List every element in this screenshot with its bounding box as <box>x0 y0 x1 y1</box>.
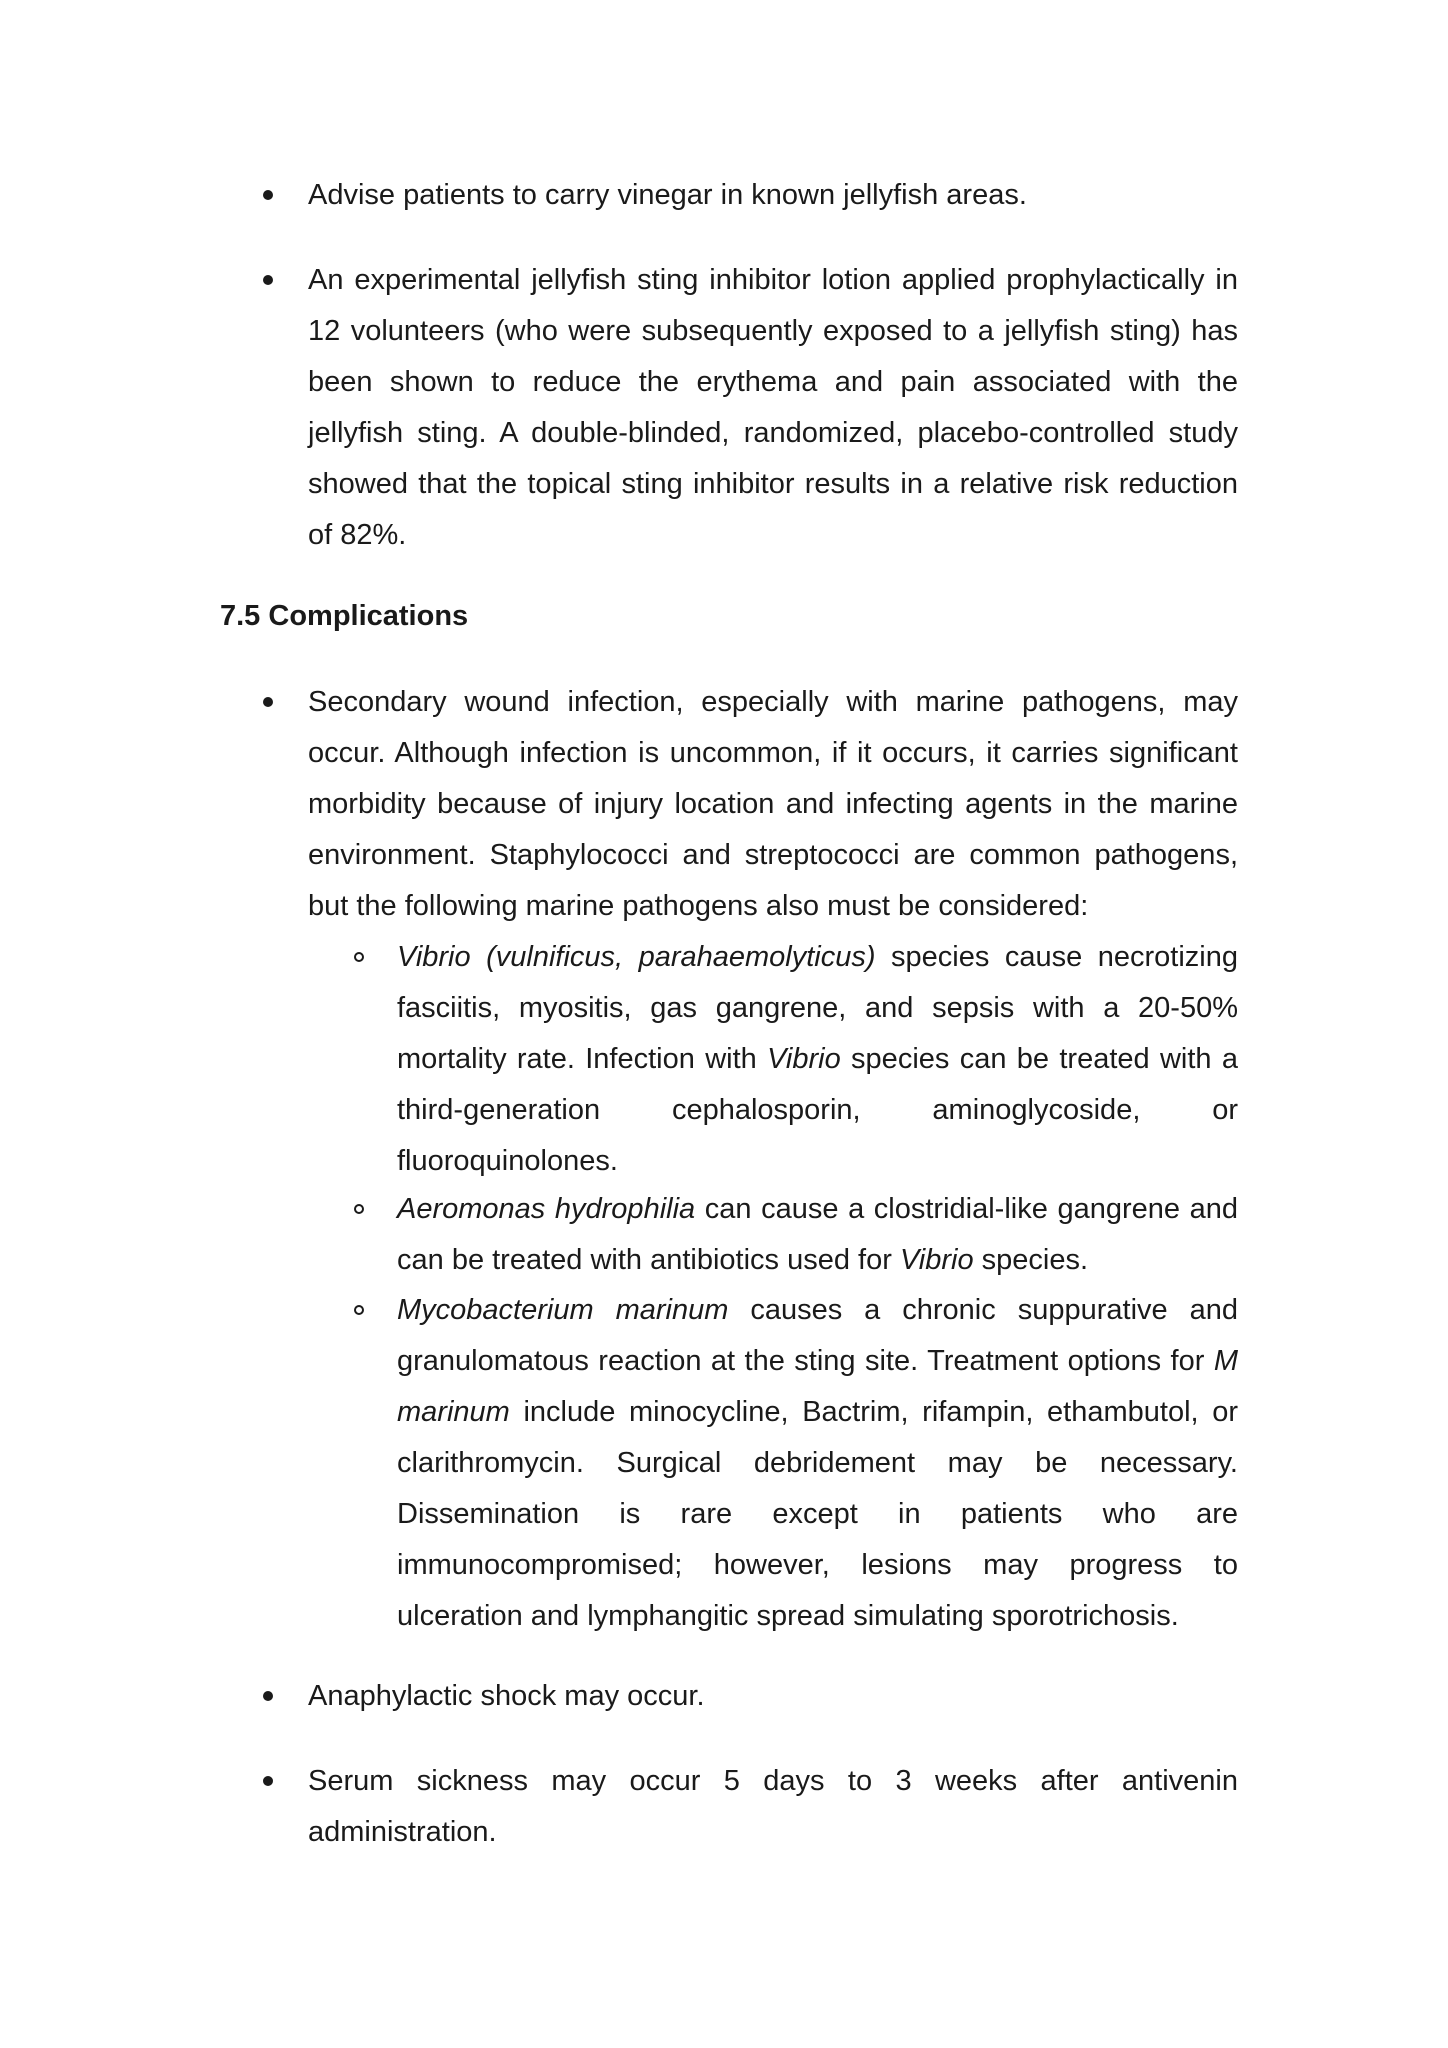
aeromonas-description-1: can cause a clostridial-like gangrene and can be treated with antibiotics used for <box>397 1193 1238 1276</box>
bullet-wound-infection: Secondary wound infection, especially with marine pathogens, may occur. Although infection is uncommon, if it occurs, it carries significant morbidity because of injury location and infecting agents in the marine environment. Staphylococci and streptococci are common pathogens, but the following marine pathogens also must be considered: <box>308 686 1238 922</box>
aeromonas-italic-ref: Vibrio <box>899 1244 974 1276</box>
bullet-marker <box>263 190 273 200</box>
bullet-sting-inhibitor: An experimental jellyfish sting inhibitor lotion applied prophylactically in 12 volunteers (who were subsequently exposed to a jellyfish sting) has been shown to reduce the erythema and pain associated with the jellyfish sting. A double-blinded, randomized, placebo-controlled study showed that the topical sting inhibitor results in a relative risk reduction of 82%. <box>308 264 1238 551</box>
mycobacterium-description-2: include minocycline, Bactrim, rifampin, ethambutol, or clarithromycin. Surgical debridement may be necessary. Dissemination is rare except in patients who are immunocompromised; however, lesions may progress to ulceration and lymphangitic spread simulating sporotrichosis. <box>397 1396 1238 1632</box>
mycobacterium-description-1: causes a chronic suppurative and granulomatous reaction at the sting site. Treatment options for <box>397 1294 1238 1377</box>
sub-bullet-marker <box>354 1204 364 1214</box>
bullet-vinegar-advice: Advise patients to carry vinegar in known jellyfish areas. <box>308 179 1027 211</box>
sub-bullet-aeromonas <box>397 1184 1238 1286</box>
bullet-marker <box>263 1691 273 1701</box>
vibrio-description-1: species cause necrotizing fasciitis, myositis, gas gangrene, and sepsis with a 20-50% mortality rate. Infection with <box>397 941 1238 1075</box>
bullet-marker <box>263 275 273 285</box>
vibrio-description-2: species can be treated with a third-generation cephalosporin, aminoglycoside, or fluoroquinolones. <box>397 1043 1239 1177</box>
bullet-marker <box>263 1776 273 1786</box>
sub-bullet-mycobacterium <box>397 1285 1238 1642</box>
sub-bullet-marker <box>354 1305 364 1315</box>
sub-bullet-vibrio <box>397 932 1238 1187</box>
bullet-marker <box>263 697 273 707</box>
vibrio-italic-ref: Vibrio <box>767 1043 841 1075</box>
bullet-serum-sickness: Serum sickness may occur 5 days to 3 weeks after antivenin administration. <box>308 1765 1238 1848</box>
aeromonas-description-2: species. <box>973 1244 1089 1276</box>
sub-bullet-marker <box>354 952 364 962</box>
pathogen-name-aeromonas: Aeromonas hydrophilia <box>397 1193 696 1225</box>
pathogen-name-mycobacterium: Mycobacterium marinum <box>397 1294 729 1326</box>
pathogen-name-vibrio: Vibrio (vulnificus, parahaemolyticus) <box>397 941 876 973</box>
bullet-anaphylaxis: Anaphylactic shock may occur. <box>308 1680 705 1712</box>
section-heading: 7.5 Complications <box>220 600 469 632</box>
mycobacterium-italic-ref: M marinum <box>397 1345 1238 1428</box>
